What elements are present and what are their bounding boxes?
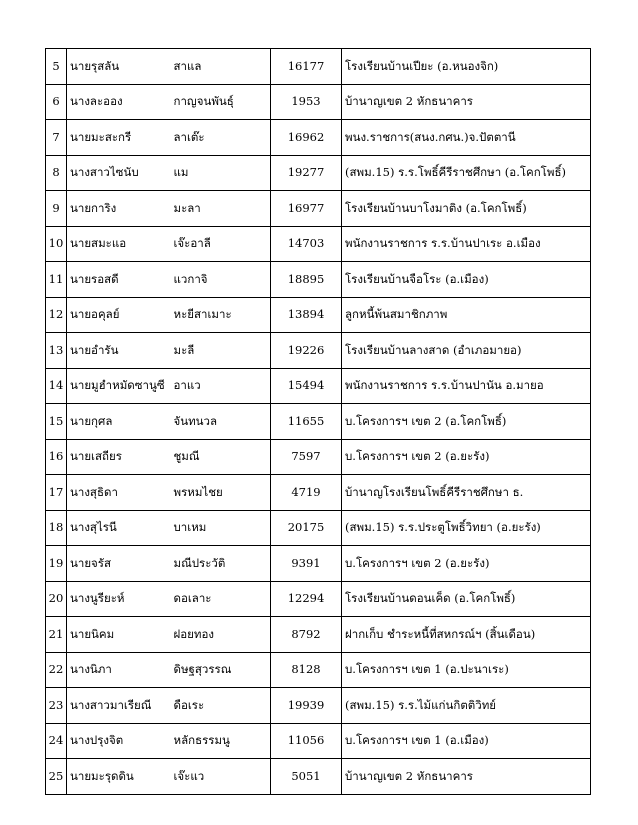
row-number: 5 — [46, 49, 67, 85]
first-name-cell: นายรอสดี — [67, 262, 169, 298]
first-name-cell: นายเสถียร — [67, 439, 169, 475]
last-name-cell: มณีประวัติ — [169, 546, 271, 582]
member-id-cell: 7597 — [271, 439, 342, 475]
workplace-cell: ฝากเก็บ ชำระหนี้ที่สหกรณ์ฯ (สิ้นเดือน) — [342, 617, 591, 653]
table-row — [46, 439, 591, 475]
member-id-cell: 19277 — [271, 155, 342, 191]
table-row — [46, 581, 591, 617]
table-row — [46, 368, 591, 404]
workplace-cell: บ.โครงการฯ เขต 1 (อ.ปะนาเระ) — [342, 652, 591, 688]
last-name-cell: ชูมณี — [169, 439, 271, 475]
last-name-cell: ลาเต๊ะ — [169, 120, 271, 156]
last-name-cell: จันทนวล — [169, 404, 271, 440]
workplace-cell: ลูกหนี้พ้นสมาชิกภาพ — [342, 297, 591, 333]
first-name-cell: นางปรุงจิต — [67, 723, 169, 759]
member-id-cell: 8792 — [271, 617, 342, 653]
member-id-cell: 5051 — [271, 759, 342, 795]
row-number: 13 — [46, 333, 67, 369]
last-name-cell: ดือเระ — [169, 688, 271, 724]
first-name-cell: นางสาวไซนับ — [67, 155, 169, 191]
first-name-cell: นางสุไรนี — [67, 510, 169, 546]
last-name-cell: หลักธรรมนู — [169, 723, 271, 759]
row-number: 23 — [46, 688, 67, 724]
last-name-cell: แม — [169, 155, 271, 191]
row-number: 17 — [46, 475, 67, 511]
table-row — [46, 652, 591, 688]
last-name-cell: เจ๊ะแว — [169, 759, 271, 795]
row-number: 22 — [46, 652, 67, 688]
first-name-cell: นางนูรียะห์ — [67, 581, 169, 617]
last-name-cell: แวกาจิ — [169, 262, 271, 298]
workplace-cell: พนง.ราชการ(สนง.กศน.)จ.ปัตตานี — [342, 120, 591, 156]
row-number: 7 — [46, 120, 67, 156]
last-name-cell: กาญจนพันธุ์ — [169, 84, 271, 120]
workplace-cell: บ.โครงการฯ เขต 2 (อ.ยะรัง) — [342, 546, 591, 582]
row-number: 19 — [46, 546, 67, 582]
table-row — [46, 84, 591, 120]
first-name-cell: นายจรัส — [67, 546, 169, 582]
row-number: 24 — [46, 723, 67, 759]
last-name-cell: มะลี — [169, 333, 271, 369]
row-number: 20 — [46, 581, 67, 617]
last-name-cell: ฝอยทอง — [169, 617, 271, 653]
last-name-cell: บาเหม — [169, 510, 271, 546]
member-id-cell: 19226 — [271, 333, 342, 369]
row-number: 16 — [46, 439, 67, 475]
row-number: 18 — [46, 510, 67, 546]
member-id-cell: 16177 — [271, 49, 342, 85]
workplace-cell: พนักงานราชการ ร.ร.บ้านปาเระ อ.เมือง — [342, 226, 591, 262]
first-name-cell: นายมูฮำหมัดซานูซี — [67, 368, 169, 404]
last-name-cell: พรหมไชย — [169, 475, 271, 511]
first-name-cell: นางสุธิดา — [67, 475, 169, 511]
workplace-cell: (สพม.15) ร.ร.ไม้แก่นกิตติวิทย์ — [342, 688, 591, 724]
table-row — [46, 226, 591, 262]
workplace-cell: โรงเรียนบ้านบาโงมาติง (อ.โคกโพธิ์) — [342, 191, 591, 227]
last-name-cell: เจ๊ะอาลี — [169, 226, 271, 262]
workplace-cell: บ.โครงการฯ เขต 2 (อ.ยะรัง) — [342, 439, 591, 475]
workplace-cell: บ.โครงการฯ เขต 1 (อ.เมือง) — [342, 723, 591, 759]
table-row — [46, 688, 591, 724]
workplace-cell: โรงเรียนบ้านลางสาด (อำเภอมายอ) — [342, 333, 591, 369]
row-number: 21 — [46, 617, 67, 653]
table-row — [46, 49, 591, 85]
member-id-cell: 1953 — [271, 84, 342, 120]
first-name-cell: นายอำรัน — [67, 333, 169, 369]
table-row — [46, 510, 591, 546]
last-name-cell: อาแว — [169, 368, 271, 404]
member-id-cell: 15494 — [271, 368, 342, 404]
first-name-cell: นางนิภา — [67, 652, 169, 688]
table-row — [46, 155, 591, 191]
member-id-cell: 16977 — [271, 191, 342, 227]
table-row — [46, 546, 591, 582]
row-number: 10 — [46, 226, 67, 262]
table-row — [46, 617, 591, 653]
member-id-cell: 20175 — [271, 510, 342, 546]
last-name-cell: มะลา — [169, 191, 271, 227]
table-row — [46, 333, 591, 369]
first-name-cell: นายสมะแอ — [67, 226, 169, 262]
workplace-cell: โรงเรียนบ้านเปียะ (อ.หนองจิก) — [342, 49, 591, 85]
table-row — [46, 297, 591, 333]
workplace-cell: บ้านาญเขต 2 หักธนาคาร — [342, 84, 591, 120]
member-id-cell: 11655 — [271, 404, 342, 440]
member-id-cell: 14703 — [271, 226, 342, 262]
table-row — [46, 262, 591, 298]
member-id-cell: 18895 — [271, 262, 342, 298]
member-id-cell: 4719 — [271, 475, 342, 511]
member-id-cell: 11056 — [271, 723, 342, 759]
row-number: 11 — [46, 262, 67, 298]
member-id-cell: 19939 — [271, 688, 342, 724]
first-name-cell: นายรุสลัน — [67, 49, 169, 85]
last-name-cell: หะยีสาเมาะ — [169, 297, 271, 333]
table-row — [46, 191, 591, 227]
row-number: 6 — [46, 84, 67, 120]
workplace-cell: บ.โครงการฯ เขต 2 (อ.โคกโพธิ์) — [342, 404, 591, 440]
table-row — [46, 475, 591, 511]
member-id-cell: 9391 — [271, 546, 342, 582]
first-name-cell: นายมะสะกรี — [67, 120, 169, 156]
workplace-cell: บ้านาญโรงเรียนโพธิ์คีรีราชศึกษา ธ. — [342, 475, 591, 511]
member-id-cell: 13894 — [271, 297, 342, 333]
row-number: 12 — [46, 297, 67, 333]
first-name-cell: นางละออง — [67, 84, 169, 120]
workplace-cell: บ้านาญเขต 2 หักธนาคาร — [342, 759, 591, 795]
row-number: 25 — [46, 759, 67, 795]
member-id-cell: 12294 — [271, 581, 342, 617]
row-number: 15 — [46, 404, 67, 440]
first-name-cell: นายการิง — [67, 191, 169, 227]
table-row — [46, 120, 591, 156]
first-name-cell: นายกุศล — [67, 404, 169, 440]
first-name-cell: นายนิคม — [67, 617, 169, 653]
last-name-cell: สาแล — [169, 49, 271, 85]
table-row — [46, 723, 591, 759]
first-name-cell: นายอคุลย์ — [67, 297, 169, 333]
row-number: 8 — [46, 155, 67, 191]
member-id-cell: 8128 — [271, 652, 342, 688]
row-number: 14 — [46, 368, 67, 404]
member-table — [45, 48, 591, 795]
member-id-cell: 16962 — [271, 120, 342, 156]
last-name-cell: ดิษฐสุวรรณ — [169, 652, 271, 688]
workplace-cell: (สพม.15) ร.ร.โพธิ์คีรีราชศึกษา (อ.โคกโพธิ์) — [342, 155, 591, 191]
first-name-cell: นางสาวมาเรียณี — [67, 688, 169, 724]
row-number: 9 — [46, 191, 67, 227]
workplace-cell: (สพม.15) ร.ร.ประตูโพธิ์วิทยา (อ.ยะรัง) — [342, 510, 591, 546]
last-name-cell: ดอเลาะ — [169, 581, 271, 617]
member-table-body — [46, 49, 591, 795]
workplace-cell: พนักงานราชการ ร.ร.บ้านปานัน อ.มายอ — [342, 368, 591, 404]
workplace-cell: โรงเรียนบ้านจือโระ (อ.เมือง) — [342, 262, 591, 298]
table-row — [46, 759, 591, 795]
table-row — [46, 404, 591, 440]
first-name-cell: นายมะรุดดิน — [67, 759, 169, 795]
workplace-cell: โรงเรียนบ้านดอนเค็ด (อ.โคกโพธิ์) — [342, 581, 591, 617]
